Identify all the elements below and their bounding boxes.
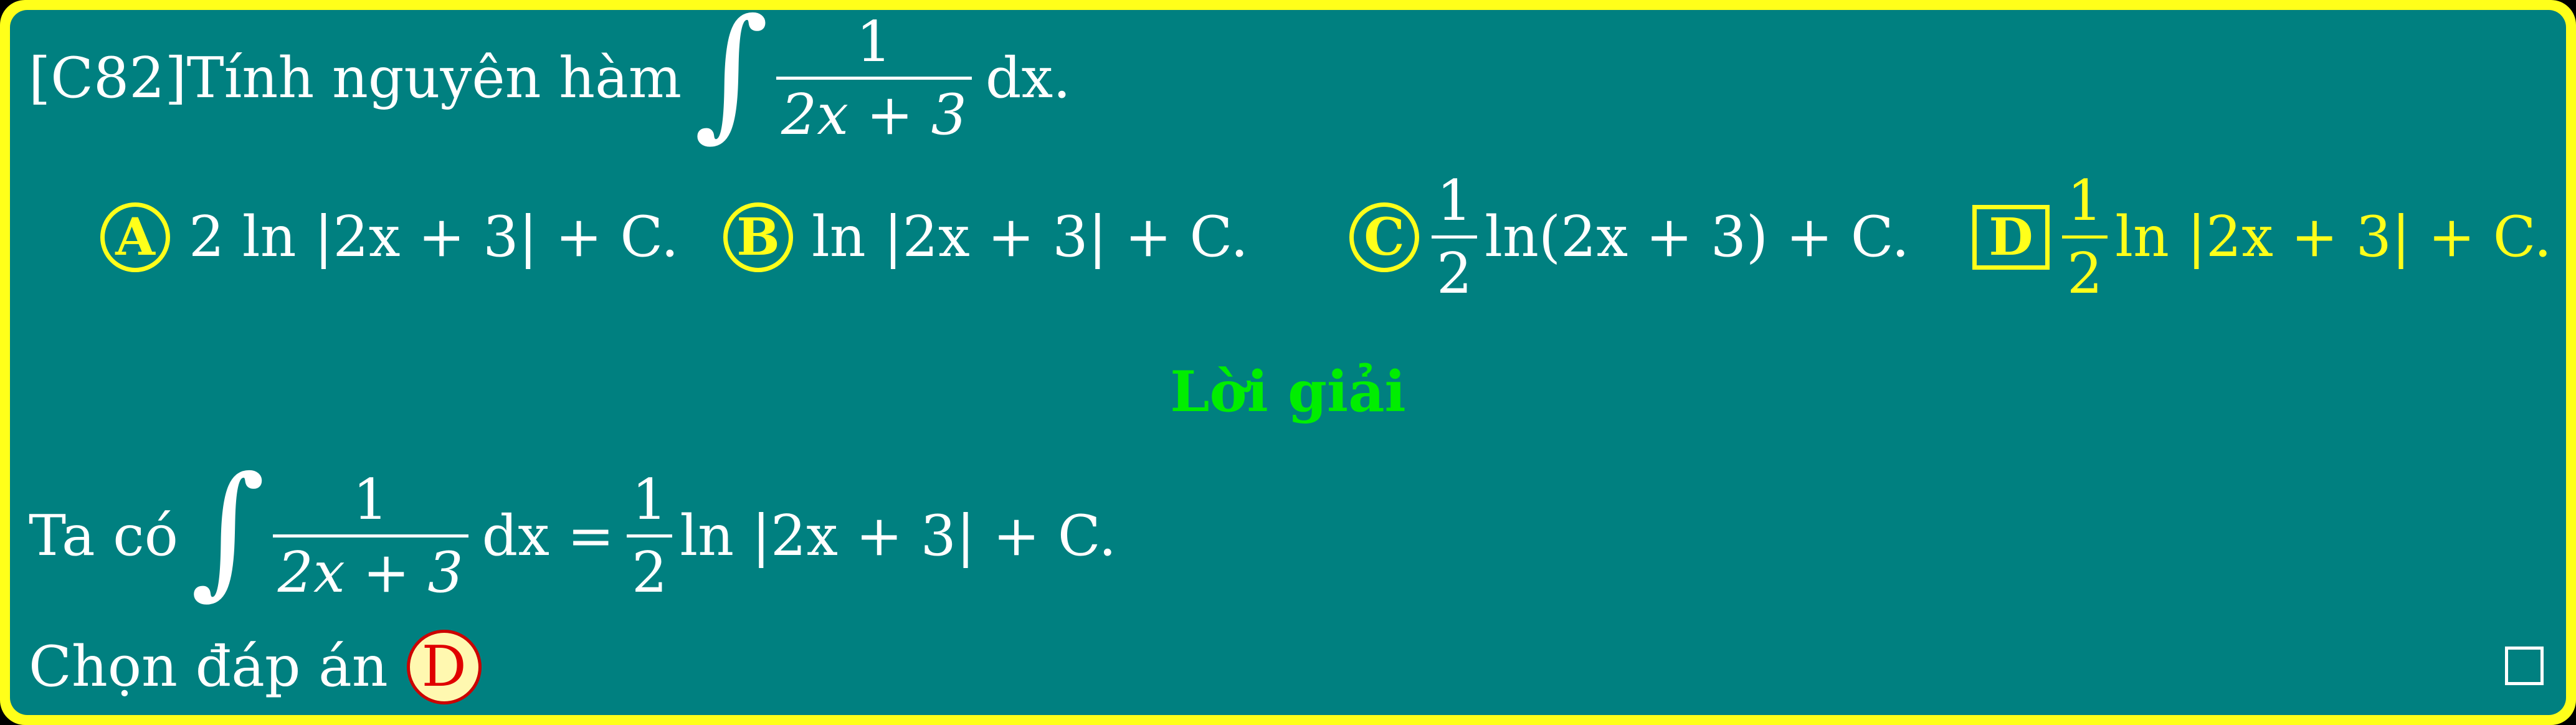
- option-c-coef-num: 1: [1437, 168, 1473, 234]
- option-a-marker[interactable]: A: [100, 202, 170, 272]
- option-c-marker[interactable]: C: [1349, 202, 1419, 272]
- option-b-marker[interactable]: B: [723, 202, 793, 272]
- option-d-marker[interactable]: D: [1972, 205, 2050, 270]
- solution-integral-sign: ∫: [190, 447, 265, 613]
- integral-sign: ∫: [694, 0, 769, 155]
- option-d[interactable]: [1972, 169, 2552, 306]
- solution-numerator: 1: [353, 467, 389, 533]
- option-a[interactable]: [100, 187, 679, 287]
- question-fraction: [776, 9, 972, 148]
- question-denominator: 2x + 3: [776, 77, 972, 143]
- solution-result: ln |2x + 3| + C.: [680, 503, 1117, 569]
- option-d-coef-den: 2: [2062, 235, 2108, 302]
- question-prefix: [C82]Tính nguyên hàm: [29, 45, 682, 111]
- question-line: [29, 0, 1071, 155]
- question-suffix: dx.: [985, 45, 1071, 111]
- option-c-coef-den: 2: [1432, 235, 1477, 302]
- option-d-expr: ln |2x + 3| + C.: [2115, 204, 2552, 270]
- solution-coef-num: 1: [632, 467, 668, 533]
- solution-mid: dx =: [482, 503, 615, 569]
- solution-denominator: 2x + 3: [273, 534, 468, 601]
- problem-panel: [10, 0, 2566, 715]
- answer-badge: D: [407, 630, 482, 704]
- qed-square-icon: [2505, 647, 2544, 685]
- solution-coef-den: 2: [627, 534, 672, 601]
- solution-fraction: [273, 467, 468, 605]
- solution-coefficient: [627, 467, 672, 605]
- question-numerator: 1: [856, 9, 892, 75]
- choose-answer-line: [29, 627, 482, 708]
- choose-answer-text: Chọn đáp án: [29, 634, 388, 699]
- option-b[interactable]: [723, 187, 1248, 287]
- option-c[interactable]: [1349, 169, 1909, 306]
- option-c-expr: ln(2x + 3) + C.: [1485, 204, 1910, 270]
- option-a-expr: 2 ln |2x + 3| + C.: [189, 204, 679, 270]
- solution-heading: Lời giải: [1170, 359, 1406, 425]
- option-b-expr: ln |2x + 3| + C.: [812, 204, 1248, 270]
- option-d-coefficient: [2062, 168, 2108, 306]
- option-d-coef-num: 1: [2067, 168, 2103, 234]
- solution-lead: Ta có: [29, 503, 178, 569]
- solution-line: [29, 447, 1117, 613]
- option-c-coefficient: [1432, 168, 1477, 306]
